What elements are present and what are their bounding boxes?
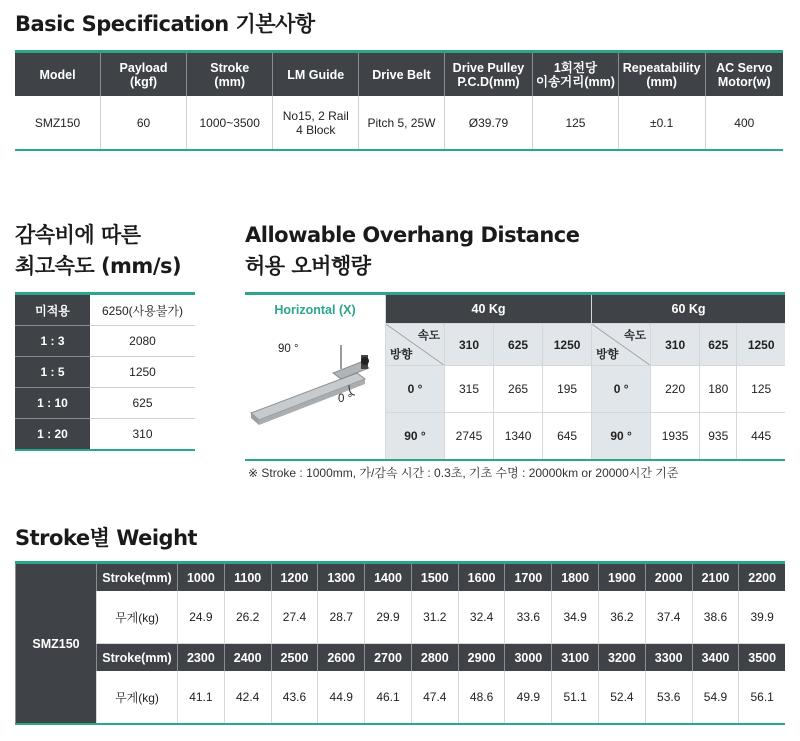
stroke-value: 1000 [178, 563, 225, 592]
spec-header: Repeatability (mm) [618, 52, 705, 97]
weight-row [16, 671, 786, 724]
diag-direction-label: 방향 [596, 349, 619, 361]
basic-spec-table [15, 50, 783, 151]
load-40-header: 40 Kg [386, 294, 592, 324]
angle-90-label: 90 ° [278, 343, 299, 355]
horizontal-cell [245, 294, 386, 461]
stroke-value: 2500 [271, 644, 318, 672]
spec-cell: No15, 2 Rail 4 Block [273, 96, 359, 150]
spec-cell: Ø39.79 [444, 96, 532, 150]
spec-header: LM Guide [273, 52, 359, 97]
weight-value: 47.4 [411, 671, 458, 724]
weight-value: 38.6 [692, 591, 739, 644]
speed-row [15, 294, 195, 326]
speed-row [15, 326, 195, 357]
spec-header: AC Servo Motor(w) [705, 52, 783, 97]
stroke-value: 3000 [505, 644, 552, 672]
overhang-value: 125 [737, 366, 785, 413]
overhang-value: 645 [543, 413, 592, 461]
weight-row-label: 무게(kg) [97, 671, 178, 724]
stroke-value: 1900 [599, 563, 646, 592]
speed-row [15, 419, 195, 451]
spec-header: Model [15, 52, 100, 97]
spec-cell: SMZ150 [15, 96, 100, 150]
weight-value: 46.1 [365, 671, 412, 724]
weight-value: 28.7 [318, 591, 365, 644]
weight-row-label: 무게(kg) [97, 591, 178, 644]
speed-col-header: 625 [494, 324, 543, 366]
spec-header: Payload (kgf) [100, 52, 186, 97]
spec-header-row [15, 52, 783, 97]
weight-value: 33.6 [505, 591, 552, 644]
weight-row [16, 591, 786, 644]
diag-speed-label: 속도 [623, 330, 647, 342]
speed-col-header: 310 [651, 324, 700, 366]
angle-0-label: 0 ° [338, 393, 353, 405]
speed-row [15, 357, 195, 388]
weight-model-label: SMZ150 [16, 563, 97, 725]
overhang-value: 935 [700, 413, 737, 461]
speed-value: 6250(사용불가) [90, 294, 195, 326]
weight-value: 51.1 [552, 671, 599, 724]
stroke-value: 1500 [411, 563, 458, 592]
weight-value: 49.9 [505, 671, 552, 724]
spec-cell: Pitch 5, 25W [359, 96, 445, 150]
weight-value: 56.1 [739, 671, 785, 724]
stroke-value: 1300 [318, 563, 365, 592]
weight-value: 34.9 [552, 591, 599, 644]
speed-value: 1250 [90, 357, 195, 388]
speed-value: 625 [90, 388, 195, 419]
overhang-value: 1935 [651, 413, 700, 461]
speed-ratio: 1 : 3 [15, 326, 90, 357]
speed-row [15, 388, 195, 419]
spec-cell: 1000~3500 [187, 96, 273, 150]
weight-value: 52.4 [599, 671, 646, 724]
weight-value: 29.9 [365, 591, 412, 644]
stroke-value: 3300 [645, 644, 692, 672]
overhang-value: 265 [494, 366, 543, 413]
overhang-value: 1340 [494, 413, 543, 461]
speed-title-line2: 최고속도 (mm/s) [15, 254, 182, 278]
speed-ratio: 1 : 10 [15, 388, 90, 419]
horizontal-label: Horizontal (X) [274, 303, 356, 317]
stroke-value: 1700 [505, 563, 552, 592]
spec-data-row [15, 96, 783, 150]
stroke-value: 3400 [692, 644, 739, 672]
weight-value: 27.4 [271, 591, 318, 644]
weight-value: 36.2 [599, 591, 646, 644]
weight-value: 31.2 [411, 591, 458, 644]
weight-value: 43.6 [271, 671, 318, 724]
stroke-value: 3100 [552, 644, 599, 672]
spec-header: 1회전당 이송거리(mm) [533, 52, 619, 97]
direction-label: 0 ° [386, 366, 445, 413]
speed-title-line1: 감속비에 따른 [15, 223, 141, 247]
weight-value: 26.2 [224, 591, 271, 644]
overhang-value: 2745 [445, 413, 494, 461]
weight-value: 37.4 [645, 591, 692, 644]
stroke-row-label: Stroke(mm) [97, 644, 178, 672]
stroke-value: 2300 [178, 644, 225, 672]
spec-cell: 125 [533, 96, 619, 150]
weight-value: 48.6 [458, 671, 505, 724]
overhang-title-line2: 허용 오버행량 [245, 254, 371, 278]
weight-value: 54.9 [692, 671, 739, 724]
diag-direction-label: 방향 [390, 349, 413, 361]
spec-header: Drive Belt [359, 52, 445, 97]
stroke-value: 2600 [318, 644, 365, 672]
speed-ratio: 미적용 [15, 294, 90, 326]
weight-value: 53.6 [645, 671, 692, 724]
stroke-value: 2800 [411, 644, 458, 672]
stroke-value: 2000 [645, 563, 692, 592]
speed-direction-corner [386, 324, 445, 366]
overhang-table [245, 292, 785, 461]
speed-ratio: 1 : 5 [15, 357, 90, 388]
weight-value: 41.1 [178, 671, 225, 724]
overhang-value: 220 [651, 366, 700, 413]
weight-value: 44.9 [318, 671, 365, 724]
direction-label: 90 ° [592, 413, 651, 461]
weight-value: 42.4 [224, 671, 271, 724]
speed-col-header: 310 [445, 324, 494, 366]
load-60-header: 60 Kg [592, 294, 785, 324]
weight-value: 24.9 [178, 591, 225, 644]
direction-label: 90 ° [386, 413, 445, 461]
speed-direction-corner [592, 324, 651, 366]
speed-value: 310 [90, 419, 195, 451]
diag-speed-label: 속도 [417, 330, 440, 342]
spec-header: Drive Pulley P.C.D(mm) [444, 52, 532, 97]
stroke-value: 2400 [224, 644, 271, 672]
speed-col-header: 1250 [543, 324, 592, 366]
stroke-value: 2700 [365, 644, 412, 672]
overhang-footnote: ※ Stroke : 1000mm, 가/감속 시간 : 0.3초, 기초 수명 : 20000km or 20000시간 기준 [248, 466, 679, 480]
stroke-value: 2100 [692, 563, 739, 592]
stroke-value: 3500 [739, 644, 785, 672]
overhang-value: 180 [700, 366, 737, 413]
weight-table [15, 561, 785, 725]
stroke-value: 1400 [365, 563, 412, 592]
stroke-value: 2900 [458, 644, 505, 672]
stroke-row [16, 644, 786, 672]
speed-ratio: 1 : 20 [15, 419, 90, 451]
basic-spec-title: Basic Specification 기본사항 [15, 12, 315, 36]
weight-value: 39.9 [739, 591, 785, 644]
overhang-value: 195 [543, 366, 592, 413]
speed-table [15, 292, 195, 451]
stroke-value: 3200 [599, 644, 646, 672]
speed-title [15, 220, 181, 282]
stroke-value: 1200 [271, 563, 318, 592]
direction-label: 0 ° [592, 366, 651, 413]
weight-title: Stroke별 Weight [15, 526, 198, 550]
spec-header: Stroke (mm) [187, 52, 273, 97]
speed-col-header: 625 [700, 324, 737, 366]
stroke-value: 1600 [458, 563, 505, 592]
stroke-value: 1800 [552, 563, 599, 592]
spec-cell: ±0.1 [618, 96, 705, 150]
overhang-title [245, 220, 579, 282]
actuator-diagram-icon [245, 321, 385, 431]
speed-value: 2080 [90, 326, 195, 357]
overhang-value: 315 [445, 366, 494, 413]
overhang-value: 445 [737, 413, 785, 461]
stroke-value: 1100 [224, 563, 271, 592]
weight-value: 32.4 [458, 591, 505, 644]
spec-cell: 60 [100, 96, 186, 150]
spec-cell: 400 [734, 115, 755, 130]
stroke-value: 2200 [739, 563, 785, 592]
stroke-row [16, 563, 786, 592]
speed-col-header: 1250 [737, 324, 785, 366]
stroke-row-label: Stroke(mm) [97, 563, 178, 592]
overhang-title-line1: Allowable Overhang Distance [245, 223, 580, 247]
overhang-load-row [245, 294, 785, 324]
